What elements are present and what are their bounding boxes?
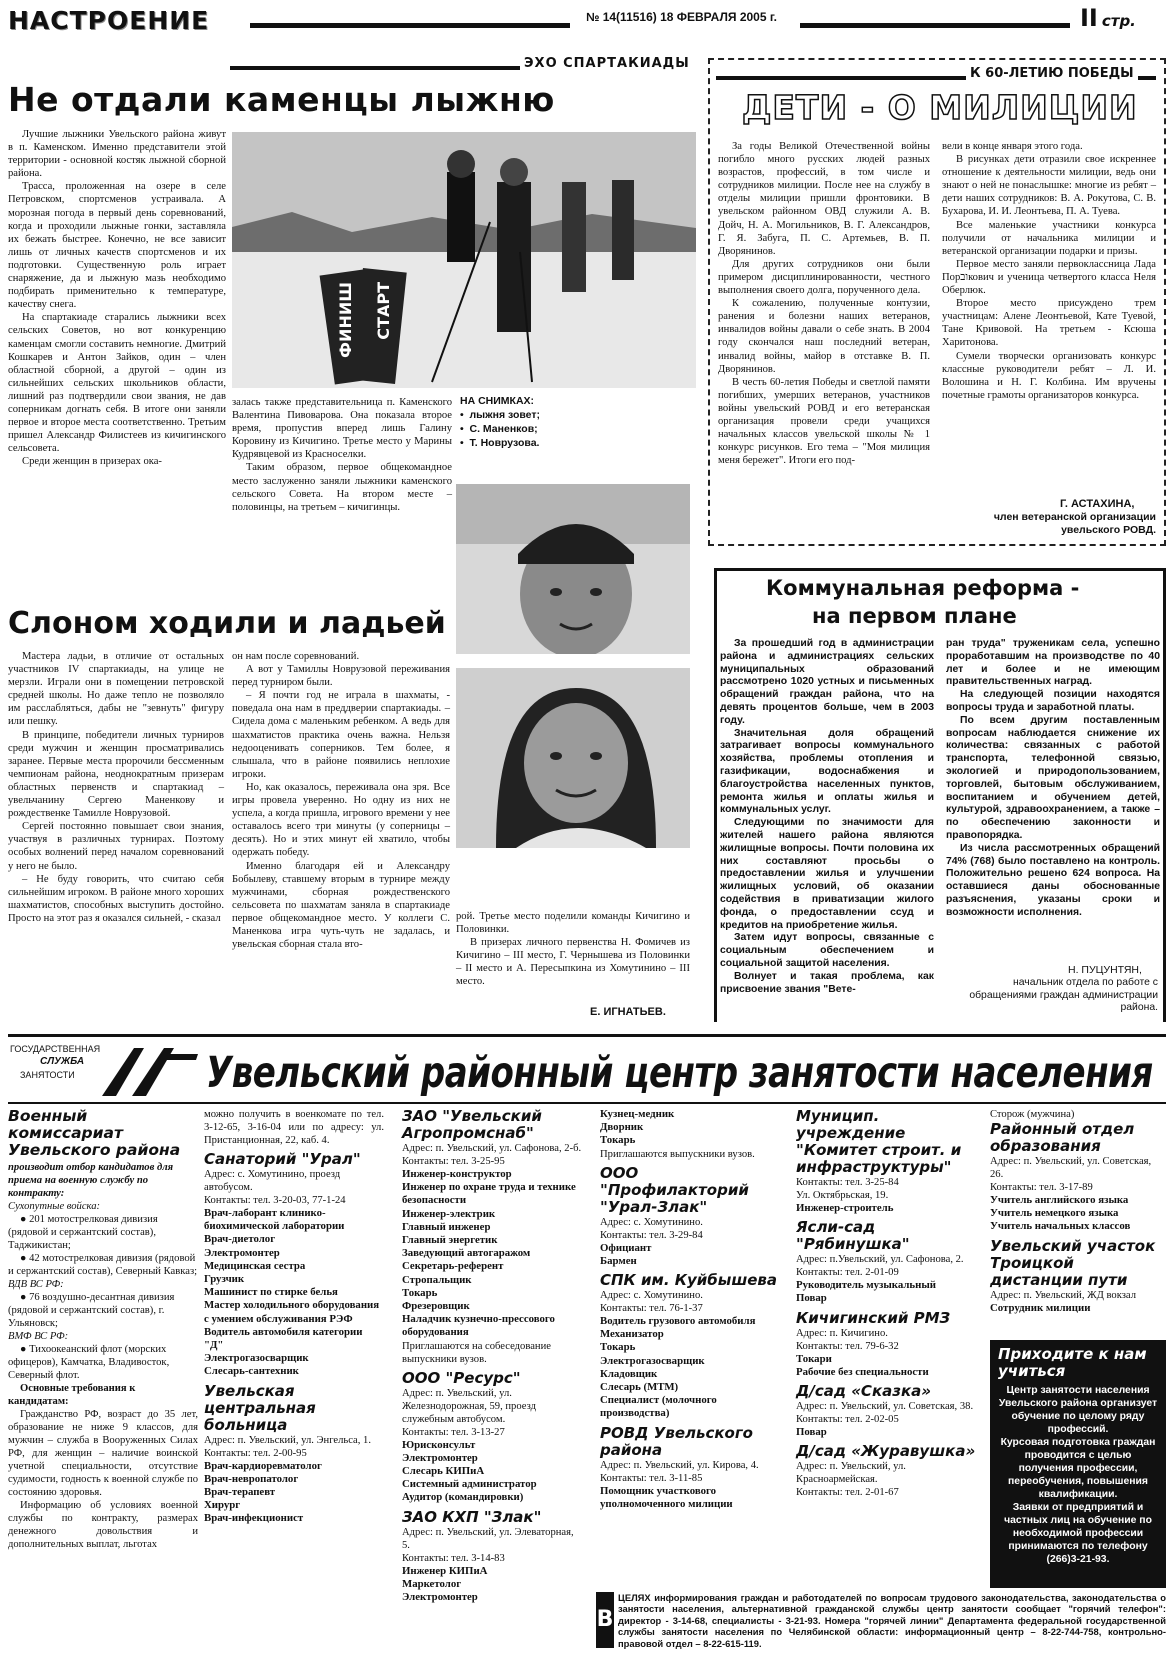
emp-item: ● 42 мотострелковая дивизия (рядовой и сержантский состав), Северный Кавказ; — [8, 1253, 198, 1277]
emp-job: Медицинская сестра — [204, 1259, 306, 1272]
emp-job: Учитель английского языка — [990, 1194, 1129, 1206]
emp-org: Увельский участок Троицкой дистанции пути — [990, 1236, 1156, 1289]
emp-col-5 — [796, 1108, 976, 1499]
bottom-note — [596, 1592, 1168, 1652]
emp-addr: Адрес: п. Увельский, ул. Элеваторная, 5. — [402, 1526, 574, 1551]
emp-job: Официант — [600, 1241, 652, 1254]
emp-tel: Контакты: тел. 79-6-32 — [796, 1340, 899, 1352]
emp-job: Водитель грузового автомобиля — [600, 1315, 756, 1328]
emp-job: Токарь — [402, 1286, 438, 1299]
promo-p: Заявки от предприятий и частных лиц на обучение по необходимой профессии принимаются по телефону (266)3-21-93. — [1004, 1502, 1152, 1565]
emp-tel: Контакты: тел. 3-20-03, 77-1-24 — [204, 1195, 346, 1206]
page-number-value: II — [1080, 4, 1098, 32]
chess-p: Мастера ладьи, в отличие от остальных участников IV спартакиады, на улице не мерзли. Играли они в помещении петровской средней школы. Но даже тепло не позволяло им расслабляться, дабы не "зевнуть" фигуру или пешку. — [8, 651, 224, 728]
chess-p: – Не буду говорить, что считаю себя сильнейшим игроком. В районе много хороших шахматистов, способных выступить достойно. Просто на этот раз я оказался сильней, - сказал — [8, 873, 224, 924]
emp-job: Повар — [796, 1426, 827, 1439]
emp-job: Сотрудник милиции — [990, 1301, 1091, 1314]
emp-job-plain: Сторож (мужчина) — [990, 1109, 1075, 1120]
emp-addr: Ул. Октябрьская, 19. — [796, 1190, 889, 1201]
militia-col-1 — [718, 140, 930, 467]
issue-date: № 14(11516) 18 ФЕВРАЛЯ 2005 г. — [586, 10, 777, 24]
emp-job: Мастер холодильного оборудования с умением обслуживания РЭФ — [204, 1299, 380, 1325]
emp-job: Инженер КИПиА — [402, 1564, 488, 1577]
emp-addr: Адрес: с. Хомутинино, проезд автобусом. — [204, 1169, 341, 1193]
emp-addr: Адрес: с. Хомутинино. — [600, 1216, 703, 1228]
chess-col-2 — [232, 650, 450, 951]
militia-headline: ДЕТИ - О МИЛИЦИИ — [742, 88, 1138, 127]
bottom-note-letter: В — [596, 1592, 614, 1648]
ski-p: Среди женщин в призерах ока- — [22, 456, 162, 468]
reform-p: Затем идут вопросы, связанные с социальным обеспечением и социальной защитой населения. — [720, 932, 934, 969]
section-title: НАСТРОЕНИЕ — [8, 6, 210, 35]
militia-author: Г. АСТАХИНА, — [1060, 498, 1135, 510]
reform-p: На следующей позиции находятся вопросы труда и заработной платы. — [946, 689, 1160, 713]
militia-p: Для других сотрудников они были примером дисциплинированности, честного выполнения своего долга, порученного дела. — [718, 258, 930, 297]
emp-tel: Контакты: тел. 3-11-85 — [600, 1472, 703, 1484]
emp-job: Слесарь-сантехник — [204, 1365, 299, 1378]
emp-job: Наладчик кузнечно-прессового оборудования — [402, 1313, 555, 1339]
emp-addr: Адрес: п. Увельский, ул. Советская, 38. — [796, 1401, 974, 1413]
emp-job: Главный энергетик — [402, 1234, 498, 1247]
emp-col-4 — [600, 1108, 780, 1511]
emp-job: Кладовщик — [600, 1367, 658, 1380]
emp-job: Аудитор (командировки) — [402, 1491, 524, 1504]
emp-job: Токари — [796, 1352, 832, 1365]
reform-p: Значительная доля обращений затрагивает вопросы коммунального хозяйства, проблемы отопления и газификации, водоснабжения и благоустройства населенных пунктов, ремонта жилья и оплаты жилья и коммунальных услуг. — [720, 727, 934, 816]
reform-col-2 — [946, 638, 1160, 920]
emp-sub: ВДВ ВС РФ: — [8, 1279, 64, 1290]
reform-col-1 — [720, 638, 934, 996]
emp-job: Бармен — [600, 1254, 637, 1267]
emp-job: Водитель автомобиля категории "Д" — [204, 1325, 363, 1352]
ski-p: залась также представительница п. Каменского Валентина Пивоварова. Она показала второе время, пропустив вперед лишь Галину Коровину из Кичигино. Третье место у Марины Кудрявцевой из Красноселки. — [232, 397, 452, 461]
emp-job: Грузчик — [204, 1273, 245, 1286]
emp-job: Врач-невропатолог — [204, 1472, 299, 1485]
promo-title: Приходите к нам учиться — [998, 1345, 1147, 1380]
ski-photo — [232, 132, 696, 388]
emp-org: Увельская центральная больница — [204, 1381, 316, 1434]
portrait-photo-1 — [456, 484, 690, 654]
chess-col-1 — [8, 650, 224, 925]
ski-col-1 — [8, 128, 226, 468]
chess-author: Е. ИГНАТЬЕВ. — [590, 1006, 666, 1018]
emp-job: Главный инженер — [402, 1220, 491, 1233]
emp-job: Руководитель музыкальный — [796, 1279, 937, 1292]
emp-tel: Контакты: тел. 3-25-95 — [402, 1156, 505, 1167]
ski-col-2 — [232, 396, 452, 514]
emp-job: Слесарь КИПиА — [402, 1465, 485, 1478]
chess-col-3 — [456, 910, 690, 989]
sport-rubric: ЭХО СПАРТАКИАДЫ — [520, 56, 694, 71]
ski-p: Трасса, проложенная на озере в селе Петровском, спортсменов устраивала. А морозная погода в первый день соревнований, когда и проходили лыжные гонки, заставляла их бежать быстрее. Конечно, не все зависит лишь от личных качеств спортсменов и их подготовки. Существенную роль играет снаряжение, да и лыжную мазь необходимо подбирать применительно к температуре, качеству снега. — [8, 181, 226, 311]
militia-p: Все маленькие участники конкурса получили от начальника милиции и ветеранской организации подарки и призы. — [942, 219, 1156, 257]
emp-addr: Адрес: п. Увельский, ул. Сафонова, 2-б. — [402, 1143, 582, 1154]
emp-job: Помощник участкового уполномоченного милиции — [600, 1484, 733, 1510]
emp-org: РОВД Увельского района — [600, 1423, 753, 1459]
emp-job: Врач-кардиоревматолог — [204, 1459, 322, 1472]
sign-finish: ФИНИШ — [336, 282, 355, 358]
emp-job: Врач-инфекционист — [204, 1512, 304, 1525]
emp-addr: Адрес: п.Увельский, ул. Сафонова, 2. — [796, 1254, 964, 1266]
emp-job: Фрезеровщик — [402, 1300, 470, 1313]
emp-job: Электромонтер — [402, 1451, 478, 1464]
chess-p: Сергей постоянно повышает свои знания, участвуя в различных турнирах. Поэтому особых волнений перед началом соревнований у него не было. — [8, 821, 224, 872]
emp-job: Электрогазосварщик — [600, 1354, 705, 1367]
emp-job: Системный администратор — [402, 1478, 537, 1491]
emp-job: Врач-терапевт — [204, 1486, 276, 1499]
emp-job: Врач-лаборант клинико-биохимической лаборатории — [204, 1207, 345, 1233]
reform-p: Волнует и такая проблема, как присвоение звания "Вете- — [720, 970, 934, 995]
militia-p: вели в конце января этого года. — [942, 141, 1083, 152]
emp-addr: Адрес: п. Увельский, ул. Кирова, 4. — [600, 1459, 759, 1471]
emp-job: Электромонтер — [204, 1246, 280, 1259]
emp-job: Врач-диетолог — [204, 1233, 276, 1246]
logo-line-1: ГОСУДАРСТВЕННАЯ — [10, 1044, 101, 1054]
chess-p: Но, как оказалось, переживала она зря. Все игры провела уверенно. Но одну из них не успела, а когда пришла, игрового времени у нее оставалось всего три минуты (у соперницы – десять). Но и этих минут ей хватило, чтобы одержать победу. — [232, 781, 450, 859]
militia-p: В рисунках дети отразили свое искреннее отношение к деятельности милиции, ведь они знают о ней не понаслышке: многие из ребят – дети наших сотрудников: В. А. Рокутова, С. В. Бухарова, И. И. Леонтьева, П. А. Туева. — [942, 154, 1156, 218]
caption-item: • Т. Новрузова. — [460, 437, 540, 449]
emp-job: Электрогазосварщик — [204, 1352, 309, 1365]
emp-job: Повар — [796, 1292, 827, 1305]
emp-addr: Адрес: с. Хомутинино. — [600, 1290, 703, 1302]
militia-p: За годы Великой Отечественной войны погибло много русских людей разных возрастов, профессий, в том числе и сотрудников милиции. После нее на службу в отделы милиции пришли фронтовики. В увельском районном ОВД служили А. В. Дойч, Н. А. Могильников, В. Г. Александров, Г. Я. Забуга, П. С. Артемьев, В. П. Дворянинов. — [718, 141, 930, 257]
emp-job: Инженер-строитель — [796, 1202, 894, 1214]
militia-col-2 — [942, 140, 1156, 402]
page-number — [1080, 4, 1136, 32]
emp-org: Ясли-сад "Рябинушка" — [796, 1218, 910, 1254]
emp-job: Юрисконсульт — [402, 1438, 476, 1451]
emp-org: ЗАО "Увельский Агропромснаб" — [402, 1107, 542, 1142]
emp-info: Информацию об условиях военной службы по контракту, размерах денежного довольствия и дополнительных выплат, льготах — [8, 1500, 198, 1550]
emp-job: Секретарь-референт — [402, 1260, 504, 1273]
emp-org: ЗАО КХП "Злак" — [402, 1507, 542, 1526]
emp-job: Инженер по охране труда и технике безопасности — [402, 1181, 576, 1207]
emp-org: Муницип. учреждение "Комитет строит. и инфраструктуры" — [796, 1107, 962, 1176]
emp-tel: Контакты: тел. 3-13-27 — [402, 1426, 505, 1438]
reform-p: Следующими по значимости для жителей нашего района являются жилищные вопросы. Почти половина их них составляют просьбы о предоставлении жилья и улучшении жилищных условий, об оказании содействия в приватизации жилого фонда, о предоставлении ссуд и кредитов на приобретение жилья. — [720, 817, 934, 931]
emp-job: Машинист по стирке белья — [204, 1286, 338, 1299]
emp-col-6 — [990, 1108, 1166, 1315]
emp-item: ● Тихоокеанский флот (морских офицеров), Камчатка, Владивосток, Северный флот. — [8, 1344, 170, 1381]
emp-tel: Контакты: тел. 76-1-37 — [600, 1303, 703, 1315]
ski-photo-art — [232, 132, 696, 388]
emp-addr: Адрес: п. Увельский, ул. Железнодорожная, 59, проезд служебным автобусом. — [402, 1387, 536, 1425]
promo-p: Курсовая подготовка граждан проводится с целью получения профессии, переобучения, повышения квалификации. — [1000, 1437, 1156, 1500]
header-rule-right — [800, 23, 1070, 28]
emp-org: СПК им. Куйбышева — [600, 1271, 778, 1290]
emp-org: Военный комиссариат Увельского района — [8, 1107, 181, 1159]
chess-p: В принципе, победители личных турниров среди мужчин и женщин просматривались заранее. Первые места пророчили бессменным чемпионам района, неоднократным призерам областных первенств и спартакиад – увельчанину Сергею Маненкову и рождественке Тамилле Новрузовой. — [8, 729, 224, 820]
emp-note: Приглашаются выпускники вузов. — [600, 1148, 755, 1160]
emp-addr: Адрес: п. Увельский, ул. Красноармейская. — [796, 1461, 906, 1486]
emp-org: Д/сад «Журавушка» — [796, 1442, 976, 1461]
emp-item: ● 201 мотострелковая дивизия (рядовой и сержантский состав), Таджикистан; — [8, 1214, 158, 1251]
employment-banner-rule — [8, 1102, 1166, 1104]
captions-title: НА СНИМКАХ: — [460, 395, 535, 407]
emp-sub: ВМФ ВС РФ: — [8, 1331, 69, 1342]
logo-line-3: ЗАНЯТОСТИ — [20, 1070, 75, 1080]
chess-headline: Слоном ходили и ладьей — [8, 606, 446, 641]
emp-org: ООО "Профилакторий "Урал-Злак" — [600, 1163, 749, 1216]
emp-org: Д/сад «Сказка» — [796, 1382, 932, 1401]
portrait-art-1 — [456, 484, 690, 654]
portrait-art-2 — [456, 668, 690, 848]
emp-job: Дворник — [600, 1121, 644, 1134]
emp-org: Районный отдел образования — [990, 1120, 1135, 1155]
reform-p: Из числа рассмотренных обращений 74% (768) было поставлено на контроль. Положительно решено 624 вопроса. На оставшиеся даны обоснованные разъяснения, указаны сроки и возможности исполнения. — [946, 842, 1160, 918]
emp-tel: Контакты: тел. 2-01-67 — [796, 1487, 899, 1499]
emp-addr: Адрес: п. Увельский, ул. Энгельса, 1. — [204, 1434, 371, 1446]
emp-job: Механизатор — [600, 1328, 664, 1341]
employment-top-rule — [8, 1034, 1166, 1037]
emp-job: Хирург — [204, 1499, 241, 1512]
chess-p: Именно благодаря ей и Александру Бобылеву, ставшему вторым в турнире между мужчинами, сборная рождественского сельсовета по шахматам заняла в спартакиаде первое общекомандное место. У коллеги С. Маненкова игра чуть-чуть не задалась, и увельская сборная стала вто- — [232, 860, 450, 951]
emp-addr: Адрес: п. Кичигино. — [796, 1327, 888, 1339]
militia-p: Второе место присуждено трем участницам: Алене Леонтьевой, Кате Туевой, Тане Кривовой. На третьем - Ксюша Харитонова. — [942, 298, 1156, 349]
promo-box — [990, 1340, 1166, 1588]
caption-item: • С. Маненков; — [460, 423, 538, 435]
emp-tel: Контакты: тел. 3-29-84 — [600, 1229, 703, 1241]
militia-rubric: К 60-ЛЕТИЮ ПОБЕДЫ — [966, 66, 1138, 81]
militia-p: К сожалению, полученные контузии, ранения и болезни наших ветеранов, инвалидов войны давали о себе знать. В 2004 году скончался наш последний ветеран, инвалид войны, майор в отставке В. П. Дворянинов. — [718, 298, 930, 375]
emp-job: Токарь — [600, 1341, 636, 1354]
reform-p: ран труда" труженикам села, успешно проработавшим на производстве по 40 лет и более и не имеющим правительственных наград. — [946, 638, 1160, 688]
photo-captions — [460, 394, 690, 450]
ski-p: Таким образом, первое общекомандное место заслуженно заняли лыжники каменского сельского Совета. На втором месте – половинцы, на третьем – кичигинцы. — [232, 462, 452, 513]
reform-headline-2: на первом плане — [812, 604, 1017, 628]
emp-req: Гражданство РФ, возраст до 35 лет, образование не ниже 9 классов, для мужчин – служба в Вооруженных Силах РФ, для женщин – наличие воинской учетной специальности, отсутствие судимости, годность к военной службе по состоянию здоровья. — [8, 1409, 198, 1498]
chess-p: рой. Третье место поделили команды Кичигино и Половинки. — [456, 911, 690, 936]
emp-job: Маркетолог — [402, 1577, 462, 1590]
emp-job: Специалист (молочного производства) — [600, 1394, 717, 1420]
emp-addr: Адрес: п. Увельский, ЖД вокзал — [990, 1289, 1136, 1301]
emp-tel: Контакты: тел. 3-17-89 — [990, 1182, 1093, 1193]
militia-p: Первое место заняли первоклассница Лада Порובкович и ученица четвертого класса Неля Оберлюк. — [942, 258, 1156, 297]
reform-p: За прошедший год в администрации района и администрациях сельских муниципальных образований рассмотрено 1020 устных и письменных обращений граждан района, что на девять процентов больше, чем в 2003 году. — [720, 638, 934, 726]
emp-org: Кичигинский РМЗ — [796, 1308, 951, 1327]
emp-job: Рабочие без специальности — [796, 1365, 929, 1378]
employment-banner: Увельский районный центр занятости населения — [206, 1048, 1153, 1098]
ski-p: На спартакиаде старались лыжники всех сельских Советов, но вот конкуренцию каменцам смогли составить немногие. Дмитрий Кошкарев и Антон Зайков, один – член областной сборной, а другой – один из сильнейших сельских школьников области, лишний раз подтвердили свои звания, не дав соперникам догнать себя. В итоге они заняли первое и второе места соответственно. Третьим пришел Александр Филистеев из кичигинского сельсовета. — [8, 312, 226, 455]
emp-col-2 — [204, 1108, 384, 1526]
chess-p: А вот у Тамиллы Новрузовой переживания перед турниром были. — [232, 664, 450, 689]
militia-author-title: член ветеранской организации увельского РОВД. — [993, 511, 1156, 536]
emp-job: Стропальщик — [402, 1273, 472, 1286]
emp-item: ● 76 воздушно-десантная дивизия (рядовой и сержантский состав), г. Ульяновск; — [8, 1292, 175, 1329]
reform-author-title: начальник отдела по работе с обращениями граждан администрации района. — [969, 977, 1158, 1014]
emp-job: Заведующий автогаражом — [402, 1247, 531, 1260]
chess-p: он нам после соревнований. — [232, 651, 360, 662]
emp-tel: Контакты: тел. 2-02-05 — [796, 1414, 899, 1426]
emp-job: Электромонтер — [402, 1591, 478, 1604]
logo-line-2: СЛУЖБА — [40, 1056, 85, 1067]
emp-job: Кузнец-медник — [600, 1108, 675, 1120]
caption-item: • лыжня зовет; — [460, 409, 541, 421]
emp-tel: Контакты: тел. 3-14-83 — [402, 1552, 505, 1564]
emp-sub: Сухопутные войска: — [8, 1201, 101, 1212]
emp-job: Токарь — [600, 1134, 636, 1147]
page-label: стр. — [1101, 12, 1136, 30]
emp-addr: Адрес: п. Увельский, ул. Советская, 26. — [990, 1156, 1152, 1180]
emp-job: Учитель начальных классов — [990, 1220, 1131, 1233]
militia-p: Сумели творчески организовать конкурс классные руководители ребят – Л. И. Волошина и Н. Г. Колбина. Им вручены почетные грамоты организаторов конкурса. — [942, 350, 1156, 401]
employment-logo — [10, 1044, 190, 1104]
emp-note: Приглашаются на собеседование выпускники вузов. — [402, 1340, 551, 1365]
emp-tel: Контакты: тел. 2-00-95 — [204, 1447, 307, 1459]
emp-col-3 — [402, 1108, 582, 1604]
logo-mark-icon — [92, 1044, 202, 1100]
emp-tel: Контакты: тел. 2-01-09 — [796, 1267, 899, 1279]
portrait-photo-2 — [456, 668, 690, 848]
emp-job: Инженер-конструктор — [402, 1168, 512, 1180]
bottom-note-text: ЦЕЛЯХ информирования граждан и работодателей по вопросам трудового законодательства, законодательства о занятости населения, альтернативной гражданской службы центр занятости сообщает "горячий телефон": директор - 3-14-68, специалисты - 3-21-93. Номера "горячей линии" Департамента федеральной государственной службы занятости населения по Челябинской области: информационный центр – 8-22-744-758, контрольно-правовой отдел – 8-22-615-119. — [618, 1592, 1166, 1649]
emp-cont: можно получить в военкомате по тел. 3-12-65, 3-16-04 или по адресу: ул. Пристанционная, 22, каб. 4. — [204, 1109, 384, 1146]
emp-tel: Контакты: тел. 3-25-84 — [796, 1177, 899, 1188]
militia-p: В честь 60-летия Победы и светлой памяти погибших, умерших ветеранов, участников войны увельский РОВД и его ветеранская организация провели среди учащихся начальных классов увельской школы № 1 конкурс рисунков. Его тема – "Моя милиция меня бережет". Итоги его под- — [718, 376, 930, 467]
ski-headline: Не отдали каменцы лыжню — [8, 80, 555, 119]
emp-req-title: Основные требования к кандидатам: — [8, 1383, 136, 1407]
promo-p: Центр занятости населения Увельского района организует обучение по целому ряду профессий. — [998, 1385, 1158, 1435]
emp-col-1 — [8, 1108, 198, 1551]
emp-job: Слесарь (МТМ) — [600, 1381, 679, 1394]
emp-job: Инженер-электрик — [402, 1207, 496, 1220]
emp-job: Учитель немецкого языка — [990, 1207, 1119, 1220]
emp-intro: производит отбор кандидатов для приема на военную службу по контракту: — [8, 1162, 174, 1199]
header-rule — [250, 23, 570, 28]
emp-org: Санаторий "Урал" — [204, 1150, 361, 1168]
emp-org: ООО "Ресурс" — [402, 1368, 521, 1387]
reform-headline-1: Коммунальная реформа - — [766, 576, 1080, 600]
reform-p: По всем другим поставленным вопросам наблюдается снижение их количества: связанных с работой транспорта, телефонной связью, экологией и природопользованием, торговлей, бытовым обслуживанием, воспитанием и обучением детей, культурой, здравоохранением, а также – по обеспечению законности и правопорядка. — [946, 714, 1160, 841]
sign-start: СТАРТ — [374, 282, 393, 340]
reform-author: Н. ПУЦУНТЯН, — [1068, 964, 1142, 976]
ski-p: Лучшие лыжники Увельского района живут в п. Каменском. Именно представители этой территории - основной костяк лыжной сборной района. — [8, 129, 226, 180]
chess-p: В призерах личного первенства Н. Фомичев из Кичигино – III место, Г. Чернышева из Половинки – II место и А. Пересыпкина из Хомутинино – III место. — [456, 937, 690, 988]
chess-p: – Я почти год не играла в шахматы, - поведала она нам в преддверии спартакиады. – Сидела дома с маленьким ребенком. А ведь для шахматистов практика очень важна. Нельзя недооценивать соперников. Тем более, я слышала, что в районе появились неплохие игроки. — [232, 690, 450, 780]
